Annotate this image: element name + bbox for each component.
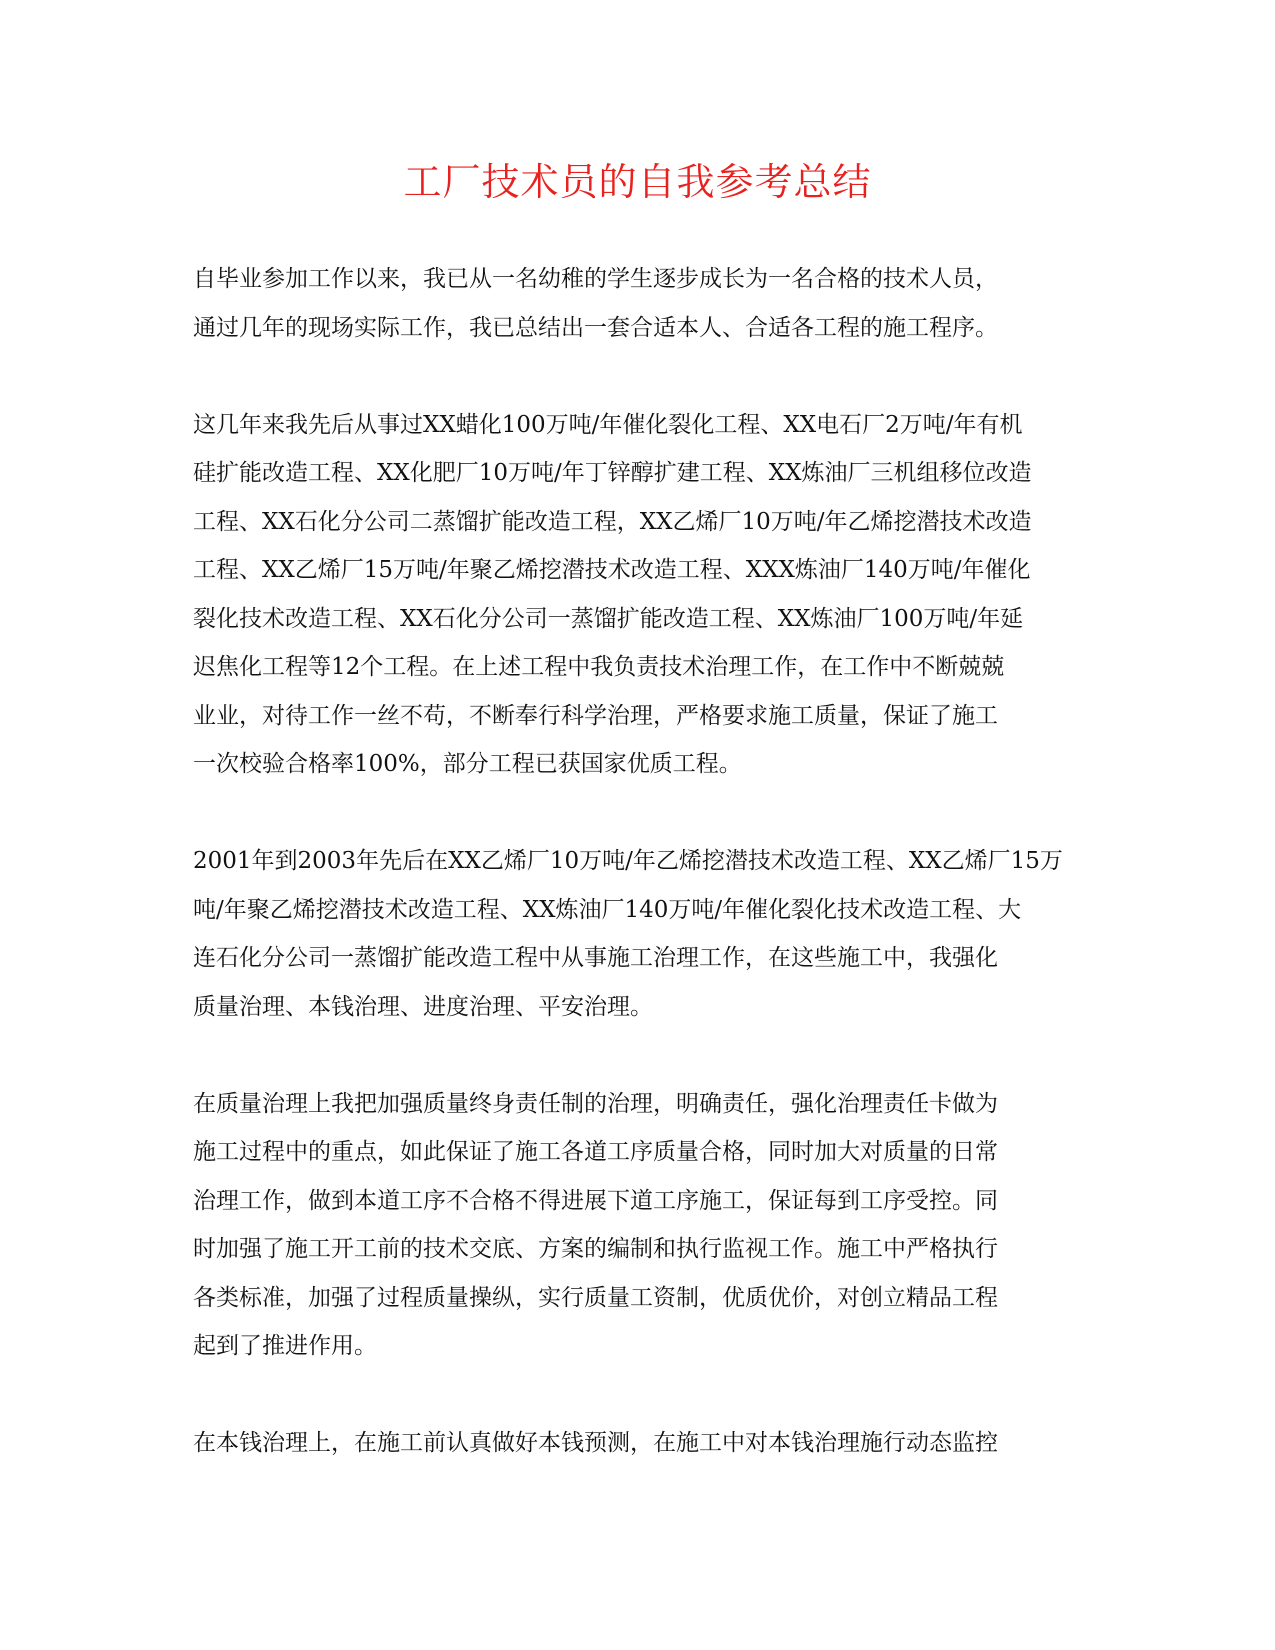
text-line: 质量治理、本钱治理、进度治理、平安治理。 <box>193 993 653 1020</box>
text-line: 工程、XX乙烯厂15万吨/年聚乙烯挖潜技术改造工程、XXX炼油厂140万吨/年催化 <box>193 557 1031 583</box>
text-line: 在本钱治理上，在施工前认真做好本钱预测，在施工中对本钱治理施行动态监控 <box>193 1430 998 1456</box>
text-line: 在质量治理上我把加强质量终身责任制的治理，明确责任，强化治理责任卡做为 <box>193 1090 998 1117</box>
text-line: 治理工作，做到本道工序不合格不得进展下道工序施工，保证每到工序受控。同 <box>193 1187 998 1214</box>
text-line: 裂化技术改造工程、XX石化分公司一蒸馏扩能改造工程、XX炼油厂100万吨/年延 <box>193 605 1024 632</box>
document-body <box>193 255 1083 1516</box>
text-line: 迟焦化工程等12个工程。在上述工程中我负责技术治理工作，在工作中不断兢兢 <box>193 654 1005 680</box>
paragraph-1 <box>193 255 1083 352</box>
text-line: 2001年到2003年先后在XX乙烯厂10万吨/年乙烯挖潜技术改造工程、XX乙烯厂15万 <box>193 848 1063 874</box>
text-line: 吨/年聚乙烯挖潜技术改造工程、XX炼油厂140万吨/年催化裂化技术改造工程、大 <box>193 896 1022 923</box>
paragraph-4 <box>193 1080 1083 1371</box>
paragraph-2 <box>193 401 1083 789</box>
text-line: 这几年来我先后从事过XX蜡化100万吨/年催化裂化工程、XX电石厂2万吨/年有机 <box>193 411 1023 438</box>
text-line: 连石化分公司一蒸馏扩能改造工程中从事施工治理工作，在这些施工中，我强化 <box>193 945 998 971</box>
text-line: 硅扩能改造工程、XX化肥厂10万吨/年丁锌醇扩建工程、XX炼油厂三机组移位改造 <box>193 460 1032 486</box>
text-line: 通过几年的现场实际工作，我已总结出一套合适本人、合适各工程的施工程序。 <box>193 314 998 341</box>
text-line: 业业，对待工作一丝不苟，不断奉行科学治理，严格要求施工质量，保证了施工 <box>193 702 998 729</box>
paragraph-3 <box>193 837 1083 1031</box>
paragraph-5 <box>193 1419 1083 1468</box>
text-line: 施工过程中的重点，如此保证了施工各道工序质量合格，同时加大对质量的日常 <box>193 1139 998 1165</box>
text-line: 各类标准，加强了过程质量操纵，实行质量工资制，优质优价，对创立精品工程 <box>193 1284 998 1311</box>
text-line: 自毕业参加工作以来，我已从一名幼稚的学生逐步成长为一名合格的技术人员， <box>193 266 998 292</box>
document-title: 工厂技术员的自我参考总结 <box>403 160 872 204</box>
text-line: 一次校验合格率100%，部分工程已获国家优质工程。 <box>193 751 742 777</box>
text-line: 起到了推进作用。 <box>193 1333 377 1359</box>
text-line: 时加强了施工开工前的技术交底、方案的编制和执行监视工作。施工中严格执行 <box>193 1236 998 1262</box>
text-line: 工程、XX石化分公司二蒸馏扩能改造工程，XX乙烯厂10万吨/年乙烯挖潜技术改造 <box>193 508 1032 535</box>
